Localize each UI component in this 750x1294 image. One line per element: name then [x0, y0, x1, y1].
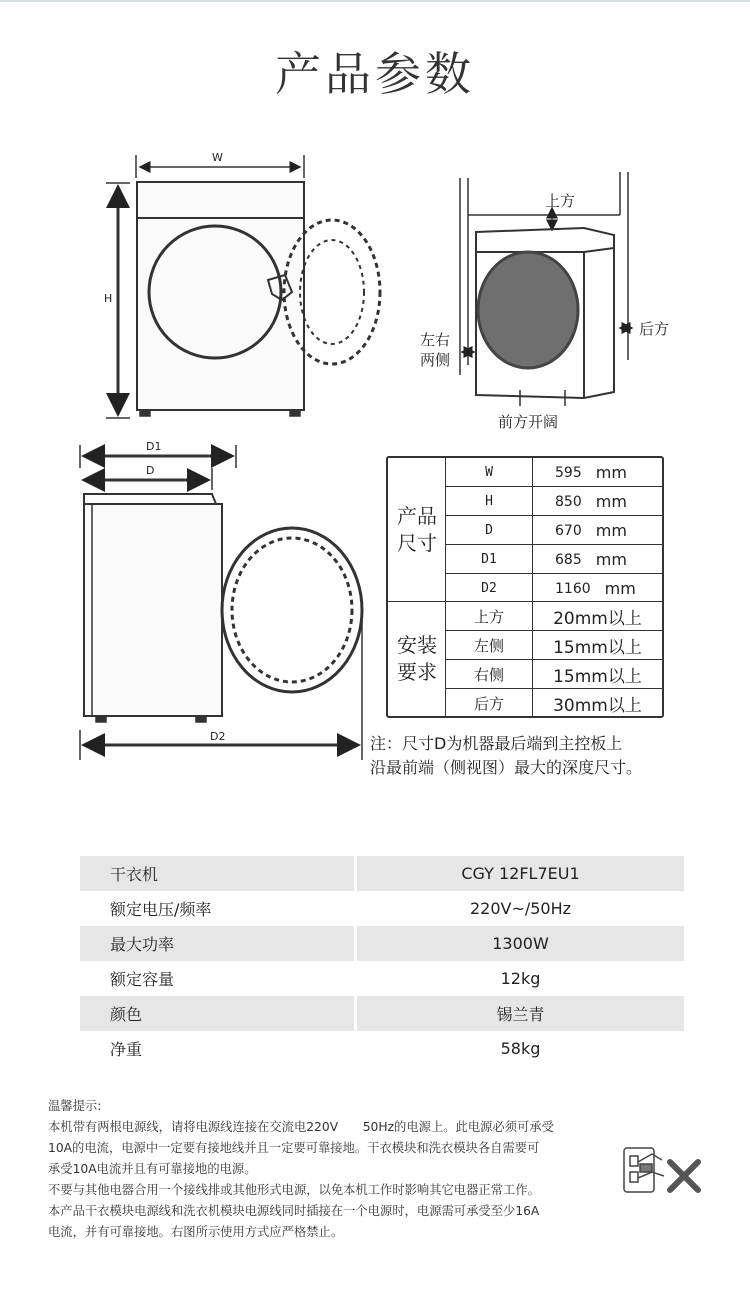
- spec-row-d1: D1 685 mm: [446, 544, 662, 574]
- param-label: 额定电压/频率: [110, 900, 212, 919]
- side-clearance-label-line1: 左右: [420, 331, 451, 349]
- param-value: 1300W: [357, 926, 684, 961]
- d2-label: D2: [210, 730, 226, 743]
- note-line-2: 沿最前端（侧视图）最大的深度尺寸。: [370, 758, 643, 777]
- page-title: 产品参数: [275, 47, 475, 101]
- front-width-label: W: [212, 151, 223, 164]
- param-row: [80, 1031, 684, 1066]
- tips-line: 电流，并有可靠接地。右图所示使用方式应严格禁止。: [48, 1225, 344, 1239]
- spec-row-d2: D2 1160 mm: [446, 573, 662, 603]
- back-clearance-label: 后方: [639, 320, 670, 338]
- size-group-label: 产品 尺寸: [397, 503, 437, 555]
- front-height-label: H: [104, 292, 113, 305]
- prohibited-power-strip-icon: [618, 1138, 708, 1204]
- tips-line: 本机带有两根电源线，请将电源线连接在交流电220V 50Hz的电源上。此电源必须可承受: [48, 1120, 554, 1134]
- param-label: 净重: [110, 1040, 143, 1059]
- install-group-label: 安装 要求: [397, 633, 437, 684]
- spec-row-d: D 670 mm: [446, 515, 662, 545]
- param-label: 颜色: [80, 996, 354, 1031]
- front-open-label: 前方开阔: [498, 413, 559, 431]
- top-clearance-label: 上方: [545, 192, 576, 210]
- spec-row-w: W 595 mm: [446, 458, 662, 487]
- dimension-spec-table: [386, 456, 664, 718]
- install-row-back: 后方 30mm以上: [446, 688, 662, 718]
- dimension-note: [370, 732, 642, 780]
- param-value: CGY 12FL7EU1: [357, 856, 684, 891]
- param-row: [80, 856, 684, 891]
- front-view-drawing: [106, 155, 380, 418]
- param-value: 220V~/50Hz: [469, 899, 572, 918]
- side-clearance-label-line2: 两侧: [420, 351, 451, 369]
- side-view-drawing: [80, 445, 362, 760]
- warm-tips: [48, 1096, 608, 1243]
- install-row-top: 上方 20mm以上: [446, 602, 662, 631]
- install-row-right: 右侧 15mm以上: [446, 659, 662, 689]
- product-params-table: [80, 856, 684, 1066]
- param-label: 额定容量: [110, 970, 175, 989]
- d1-label: D1: [146, 440, 162, 453]
- install-row-left: 左侧 15mm以上: [446, 630, 662, 660]
- param-row: [80, 996, 684, 1031]
- param-value: 锡兰青: [357, 996, 684, 1031]
- tips-line: 不要与其他电器合用一个接线排或其他形式电源，以免本机工作时影响其它电器正常工作。: [48, 1183, 540, 1197]
- spec-row-h: H 850 mm: [446, 486, 662, 516]
- param-row: [80, 891, 684, 926]
- param-row: [80, 926, 684, 961]
- d-label: D: [146, 464, 155, 477]
- param-value: 12kg: [500, 969, 541, 988]
- tips-line: 本产品干衣模块电源线和洗衣机模块电源线同时插接在一个电源时，电源需可承受至少16A: [48, 1204, 540, 1218]
- param-value: 58kg: [500, 1039, 541, 1058]
- param-row: [80, 961, 684, 996]
- tips-heading: 温馨提示:: [48, 1099, 102, 1113]
- tips-line: 承受10A电流并且有可靠接地的电源。: [48, 1162, 257, 1176]
- note-line-1: 注：尺寸D为机器最后端到主控板上: [370, 734, 623, 753]
- param-label: 最大功率: [80, 926, 354, 961]
- param-label: 干衣机: [80, 856, 354, 891]
- side-clearance-label: [420, 330, 450, 370]
- tips-line: 10A的电流，电源中一定要有接地线并且一定要可靠接地。干衣模块和洗衣模块各自需要可: [48, 1141, 540, 1155]
